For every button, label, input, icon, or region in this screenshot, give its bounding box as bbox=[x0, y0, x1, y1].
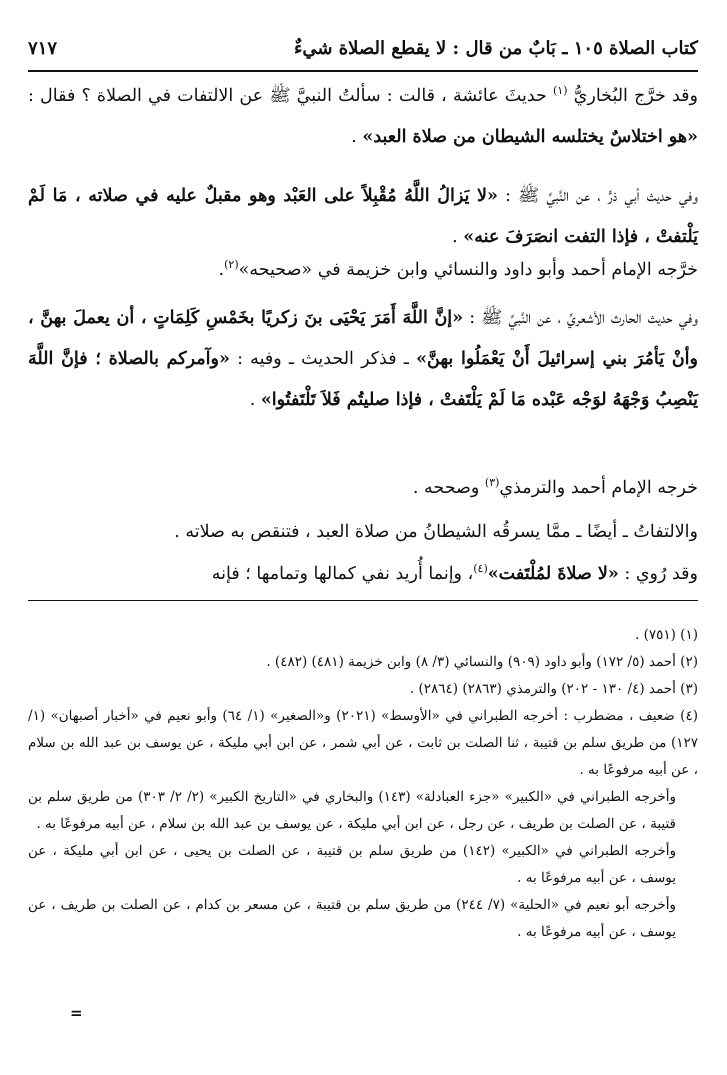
paragraph-la-salata: وقد رُوي : «لا صلاةَ لمُلْتَفت»$^{(٤)}$، وإنما أُريد نفي كمالها وتمامها ؛ فإنه bbox=[211, 562, 698, 584]
footnote-divider bbox=[28, 600, 698, 601]
paragraph-takhrij-1: خرَّجه الإمام أحمد وأبو داود والنسائي وابن خزيمة في «صحيحه»$^{(٢)}$. bbox=[218, 258, 698, 280]
page-header bbox=[28, 36, 698, 72]
footnote-4 bbox=[28, 703, 698, 946]
footnote-2: (٢) أحمد (٥/ ١٧٢) وأبو داود (٩٠٩) والنسائي (٣/ ٨) وابن خزيمة (٤٨١) (٤٨٢) . bbox=[266, 654, 698, 670]
paragraph-aisha-hadith: وقد خرَّج البُخاريُّ $^{(١)}$ حديثَ عائشة ، قالت : سألتُ النبيَّ ﷺ عن الالتفات في الصلاة ؟ فقال : «هو اختلاسٌ يختلسه الشيطان من صلاة العبد» . bbox=[28, 84, 698, 147]
footnote-4-cont-3: وأخرجه أبو نعيم في «الحلية» (٧/ ٢٤٤) من طريق سلم بن قتيبة ، عن مسعر بن كدام ، عن الصلت بن طريف ، عن يوسف ، عن أبيه مرفوعًا به . bbox=[28, 897, 676, 940]
footnote-3: (٣) أحمد (٤/ ١٣٠ - ٢٠٢) والترمذي (٢٨٦٣) (٢٨٦٤) . bbox=[409, 681, 698, 697]
footnote-ref-1: (١) bbox=[553, 84, 568, 98]
footnote-4-main: (٤) ضعيف ، مضطرب : أخرجه الطبراني في «الأوسط» (٢٠٢١) و«الصغير» (١/ ٦٤) وأبو نعيم في «أخبار أصبهان» (١/ ١٢٧) من طريق سلم بن قتيبة ، ثنا الصلت بن ثابت ، عن أبي شمر ، عن ابن أبي مليكة ، عن يوسف بن عبد الله بن سلام ، عن أبيه مرفوعًا به . bbox=[28, 708, 698, 778]
footnote-ref-3: (٣) bbox=[484, 476, 500, 490]
paragraph-harith-hadith: وفي حديث الحارث الأشعريِّ ، عن النَّبيِّ ﷺ : «إنَّ اللَّهَ أَمَرَ يَحْيَى بنَ زكريًا بخَمْسِ كَلِمَاتٍ ، أن يعملَ بهنَّ ، وأنْ يَأمُرَ بني إسرائيلَ أَنْ يَعْمَلُوا بهنَّ» ـ فذكر الحديث ـ وفيه : «وآمركم بالصلاة ؛ فإنَّ اللَّهَ يَنْصِبُ وَجْهَهُ لوَجْه عَبْده مَا لَمْ يَلْتَفتْ ، فإذا صليتُم فَلاَ تَلْتَفتُوا» . bbox=[28, 308, 698, 410]
hadith-quote: «لا يَزالُ اللَّهُ مُقْبِلاً على العَبْد وهو مقبلٌ عليه في صلاته ، مَا لَمْ يَلْتفتْ ، فإذا التفت انصَرَفَ عنه» bbox=[28, 186, 698, 247]
footnote-ref-4: (٤) bbox=[473, 562, 488, 576]
footnote-4-cont-1: وأخرجه الطبراني في «الكبير» «جزء العبادلة» (١٤٣) والبخاري في «التاريخ الكبير» (٢/ ٢/ ٣٠٣) من طريق سلم بن قتيبة ، عن الصلت بن طريف ، عن رجل ، عن ابن أبي مليكة ، عن يوسف بن عبد الله بن سلام ، عن أبيه مرفوعًا به . bbox=[28, 789, 676, 832]
footnote-ref-2: (٢) bbox=[224, 258, 239, 272]
paragraph-takhrij-2: خرجه الإمام أحمد والترمذي$^{(٣)}$ وصححه . bbox=[412, 476, 698, 498]
running-title: كتاب الصلاة ١٠٥ ـ بَابٌ من قال : لا يقطع الصلاة شيءٌ bbox=[293, 38, 698, 59]
hadith-quote: «إنَّ اللَّهَ أَمَرَ يَحْيَى بنَ زكريًا بخَمْسِ كَلِمَاتٍ ، أن يعملَ بهنَّ ، وأنْ يَأمُرَ بني إسرائيلَ أَنْ يَعْمَلُوا بهنَّ» bbox=[28, 308, 698, 369]
hadith-quote: «وآمركم بالصلاة ؛ فإنَّ اللَّهَ يَنْصِبُ وَجْهَهُ لوَجْه عَبْده مَا لَمْ يَلْتَفتْ ، فإذا صليتُم فَلاَ تَلْتَفتُوا» bbox=[28, 349, 698, 410]
paragraph-iltifat: والالتفاتُ ـ أيضًا ـ ممَّا يسرقُه الشيطانُ من صلاة العبد ، فتنقص به صلاته . bbox=[174, 522, 698, 542]
footnote-4-cont-2: وأخرجه الطبراني في «الكبير» (١٤٢) من طريق سلم بن قتيبة ، عن الصلت بن يحيى ، عن ابن أبي مليكة ، عن يوسف ، عن أبيه مرفوعًا به . bbox=[28, 843, 676, 886]
paragraph-abu-dharr-hadith: وفي حديث أبي ذرٍّ ، عن النَّبيِّ ﷺ : «لا يَزالُ اللَّهُ مُقْبِلاً على العَبْد وهو مقبلٌ عليه في صلاته ، مَا لَمْ يَلْتفتْ ، فإذا التفت انصَرَفَ عنه» . bbox=[28, 186, 699, 247]
page-number: ٧١٧ bbox=[28, 38, 58, 59]
footnote-1: (١) (٧٥١) . bbox=[635, 627, 698, 643]
continuation-mark: = bbox=[70, 1004, 83, 1022]
hadith-quote: «هو اختلاسٌ يختلسه الشيطان من صلاة العبد» bbox=[362, 127, 698, 147]
hadith-quote: «لا صلاةَ لمُلْتَفت» bbox=[487, 564, 619, 584]
